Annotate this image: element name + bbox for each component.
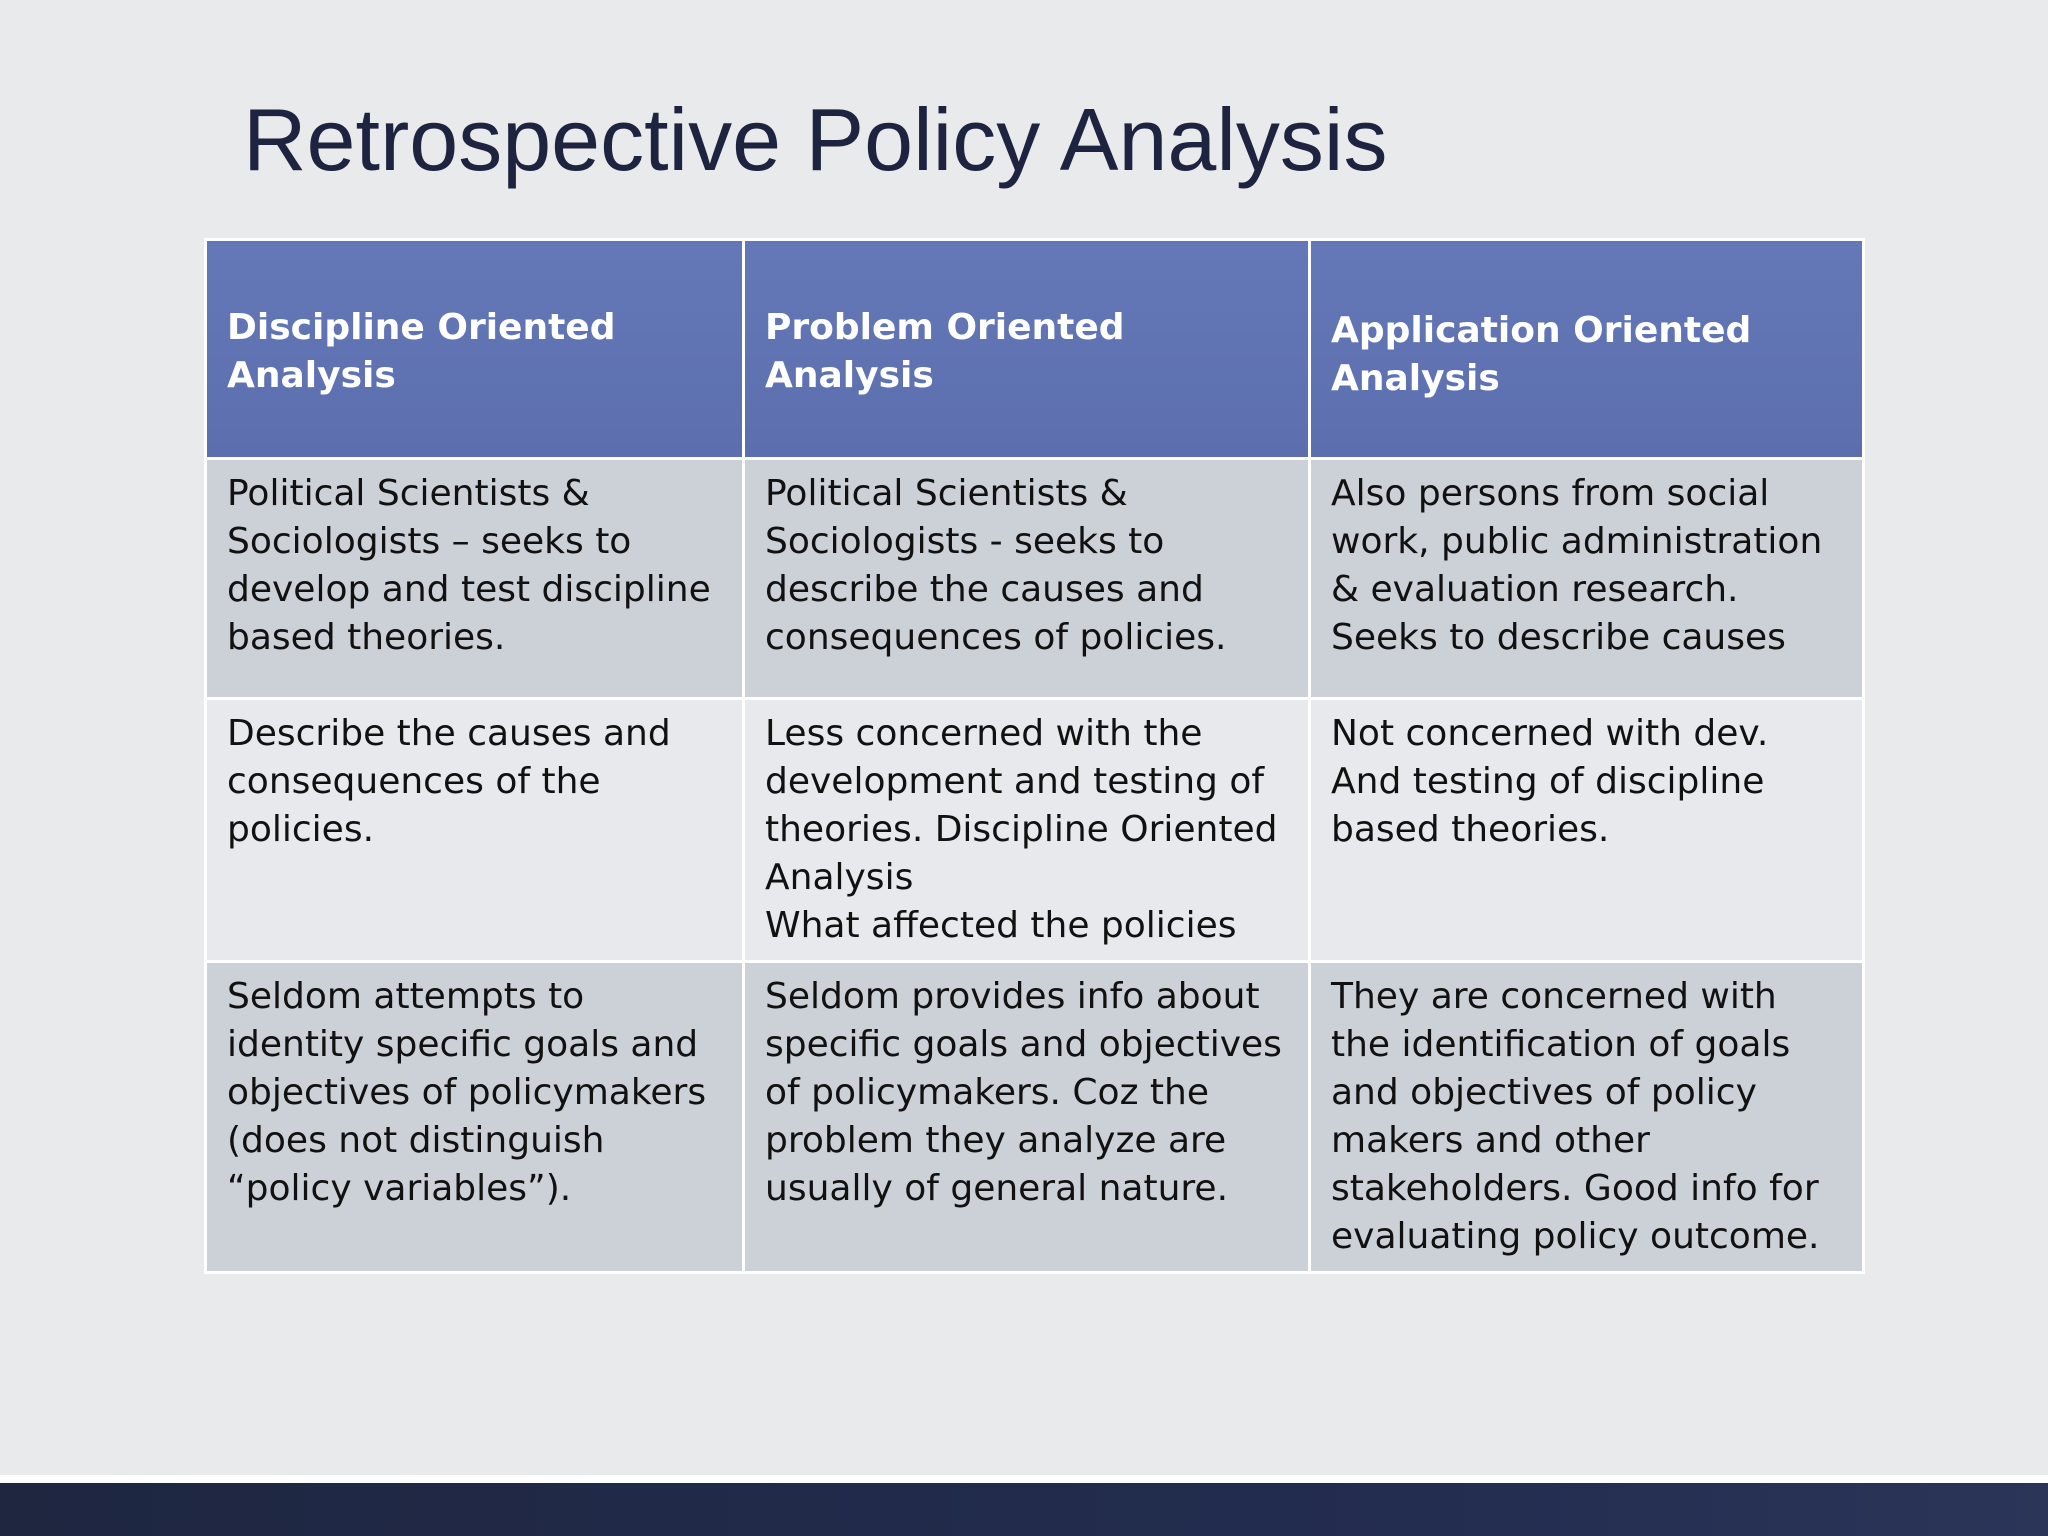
table-row <box>206 459 1864 699</box>
header-discipline-oriented: Discipline Oriented Analysis <box>206 240 744 459</box>
slide-title: Retrospective Policy Analysis <box>243 90 1388 189</box>
table-cell: Political Scientists & Sociologists – seeks to develop and test discipline based theories. <box>206 459 744 699</box>
table-cell: Less concerned with the development and testing of theories. Discipline Oriented Analysis What affected the policies <box>744 699 1310 962</box>
table-cell: Not concerned with dev. And testing of discipline based theories. <box>1310 699 1864 962</box>
footer-band <box>0 1483 2048 1536</box>
table-header-row <box>206 240 1864 459</box>
policy-comparison-table <box>204 238 1865 1274</box>
header-problem-oriented: Problem Oriented Analysis <box>744 240 1310 459</box>
table-cell: Political Scientists & Sociologists - seeks to describe the causes and consequences of policies. <box>744 459 1310 699</box>
header-application-oriented: Application Oriented Analysis <box>1310 240 1864 459</box>
table-cell: Also persons from social work, public administration & evaluation research. Seeks to describe causes <box>1310 459 1864 699</box>
table-cell: Describe the causes and consequences of the policies. <box>206 699 744 962</box>
table-cell: They are concerned with the identification of goals and objectives of policy makers and other stakeholders. Good info for evaluating policy outcome. <box>1310 962 1864 1273</box>
table-cell: Seldom attempts to identity specific goals and objectives of policymakers (does not distinguish “policy variables”). <box>206 962 744 1273</box>
table-row <box>206 699 1864 962</box>
table-row <box>206 962 1864 1273</box>
footer-band-edge <box>0 1475 2048 1483</box>
table-cell: Seldom provides info about specific goals and objectives of policymakers. Coz the problem they analyze are usually of general nature. <box>744 962 1310 1273</box>
